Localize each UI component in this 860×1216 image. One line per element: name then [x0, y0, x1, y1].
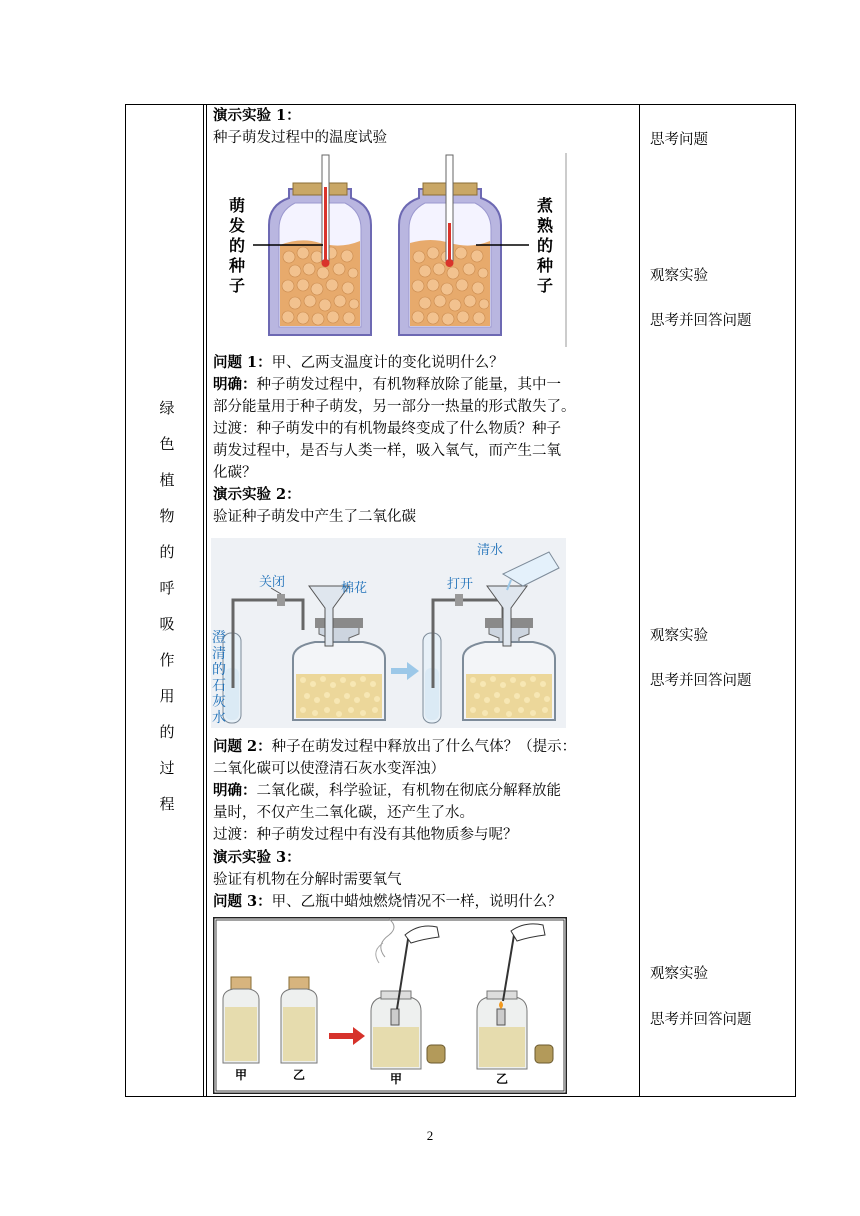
left-char: 程: [159, 795, 175, 813]
right-item-observe-3: 观察实验: [650, 966, 708, 982]
svg-text:清: 清: [212, 646, 226, 662]
left-char: 的: [159, 543, 175, 561]
left-char: 物: [159, 507, 175, 525]
q3-label: 问题 3：: [213, 893, 272, 910]
q2-line2: 二氧化碳可以使澄清石灰水变浑浊）: [213, 761, 445, 777]
right-item-observe-1: 观察实验: [650, 268, 708, 284]
clarify1-label: 明确：: [213, 376, 257, 393]
table-col-divider-1b: [206, 104, 207, 1097]
label-open: 打开: [447, 577, 474, 592]
label-closed: 关闭: [259, 575, 286, 590]
svg-text:石: 石: [212, 678, 226, 694]
demo1-desc: 种子萌发过程中的温度试验: [213, 130, 387, 146]
clarify2-line1: 二氧化碳，科学验证，有机物在彻底分解释放能: [256, 783, 561, 799]
q2-label: 问题 2：: [213, 738, 272, 755]
svg-text:的: 的: [228, 236, 246, 255]
svg-text:煮: 煮: [536, 196, 554, 215]
svg-text:灰: 灰: [212, 694, 226, 710]
figure-candle-experiment: [213, 917, 567, 1094]
left-char: 绿: [159, 399, 175, 417]
svg-text:甲: 甲: [389, 1072, 403, 1086]
svg-text:甲: 甲: [234, 1068, 248, 1082]
demo3-title: 演示实验 3：: [213, 849, 301, 866]
q3-text: 甲、乙瓶中蜡烛燃烧情况不一样，说明什么？: [271, 894, 562, 910]
fig1-left-label: [228, 196, 245, 295]
right-item-observe-2: 观察实验: [650, 628, 708, 644]
svg-text:种: 种: [536, 256, 554, 275]
label-water: 清水: [477, 543, 504, 558]
transition1-line3: 化碳？: [213, 465, 257, 481]
table-right-border: [795, 104, 796, 1097]
left-char: 色: [159, 435, 175, 453]
figure-thermometer-experiment: [211, 153, 567, 347]
figure-co2-experiment: [211, 538, 566, 728]
svg-text:萌: 萌: [228, 196, 246, 215]
clarify1-line2: 部分能量用于种子萌发，另一部分一热量的形式散失了。: [213, 399, 576, 415]
demo2-title: 演示实验 2：: [213, 486, 301, 503]
table-left-border: [125, 104, 126, 1097]
clarify-1: [213, 374, 561, 396]
clarify-2: [213, 780, 561, 802]
svg-text:子: 子: [536, 276, 554, 295]
q1-text: 甲、乙两支温度计的变化说明什么？: [271, 355, 504, 371]
demo2-desc: 验证种子萌发中产生了二氧化碳: [213, 509, 416, 525]
transition1-line2: 萌发过程中，是否与人类一样，吸入氧气，而产生二氧: [213, 443, 561, 459]
left-char: 吸: [159, 615, 175, 633]
svg-text:发: 发: [228, 216, 246, 235]
q2-line1: 种子在萌发过程中释放出了什么气体？（提示：: [271, 739, 577, 755]
left-char: 植: [159, 471, 175, 489]
demo3-desc: 验证有机物在分解时需要氧气: [213, 872, 402, 888]
svg-text:乙: 乙: [495, 1072, 509, 1086]
question-2: [213, 736, 576, 758]
q1-label: 问题 1：: [213, 354, 272, 371]
left-char: 呼: [159, 579, 175, 597]
clarify1-line1: 种子萌发过程中，有机物释放除了能量，其中一: [256, 377, 561, 393]
label-limewater: [212, 630, 226, 726]
svg-text:熟: 熟: [536, 216, 554, 235]
left-char: 的: [159, 723, 175, 741]
fig1-right-label: [536, 196, 554, 295]
left-char: 用: [159, 687, 175, 705]
svg-text:澄: 澄: [212, 630, 226, 646]
right-item-answer-1: 思考并回答问题: [650, 313, 752, 329]
table-col-divider-2: [639, 104, 640, 1097]
svg-text:种: 种: [228, 256, 246, 275]
right-item-answer-2: 思考并回答问题: [650, 673, 752, 689]
question-3: [213, 891, 562, 913]
transition2: 过渡：种子萌发过程中有没有其他物质参与呢？: [213, 827, 518, 843]
left-char: 作: [159, 651, 175, 669]
label-cotton: 棉花: [341, 581, 368, 596]
right-item-answer-3: 思考并回答问题: [650, 1012, 752, 1028]
transition1-line1: 过渡：种子萌发中的有机物最终变成了什么物质？种子: [213, 421, 561, 437]
demo1-title: 演示实验 1：: [213, 107, 301, 124]
clarify2-line2: 量时，不仅产生二氧化碳，还产生了水。: [213, 805, 474, 821]
svg-text:的: 的: [536, 236, 554, 255]
table-bottom-border: [125, 1096, 796, 1097]
clarify2-label: 明确：: [213, 782, 257, 799]
left-char: 过: [159, 759, 175, 777]
svg-text:乙: 乙: [292, 1068, 306, 1082]
question-1: [213, 352, 504, 374]
page-number: 2: [426, 1128, 434, 1143]
svg-text:的: 的: [212, 662, 226, 678]
right-item-think: 思考问题: [650, 132, 708, 148]
svg-text:水: 水: [212, 710, 226, 726]
table-col-divider-1: [203, 104, 204, 1097]
svg-text:子: 子: [228, 276, 246, 295]
